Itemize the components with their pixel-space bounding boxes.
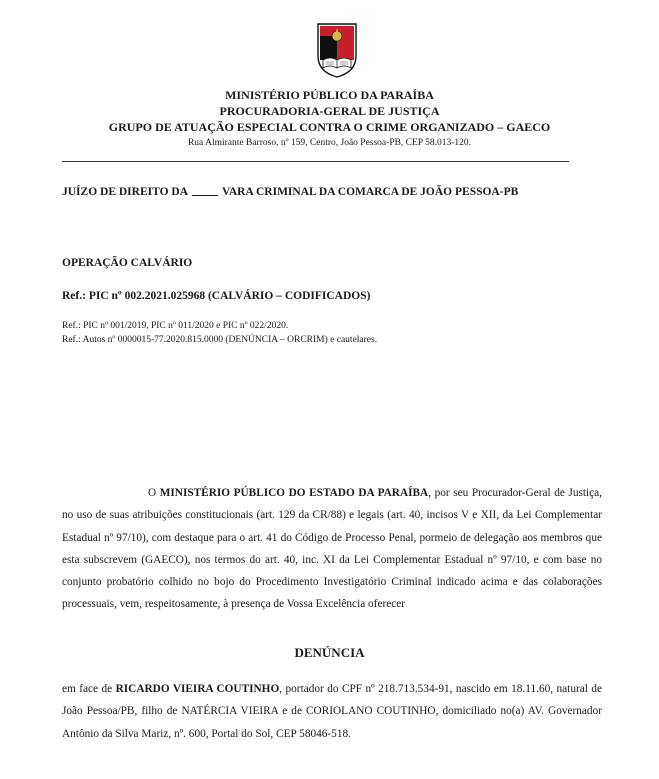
intro-paragraph xyxy=(62,482,602,616)
accused-lead: em face de xyxy=(62,683,113,695)
court-prefix: JUÍZO DE DIREITO DA xyxy=(62,186,188,198)
accused-name: RICARDO VIEIRA COUTINHO xyxy=(115,683,280,695)
operation-name: OPERAÇÃO CALVÁRIO xyxy=(62,257,193,269)
header-procuradoria: PROCURADORIA-GERAL DE JUSTIÇA xyxy=(219,104,440,118)
header-divider xyxy=(62,161,569,162)
header-gaeco: GRUPO DE ATUAÇÃO ESPECIAL CONTRA O CRIME ORGANIZADO – GAECO xyxy=(108,120,551,134)
accused-body: , portador do CPF nº 218.713.534-91, nascido em 18.11.60, natural de João Pessoa/PB, filho de NATÉRCIA VIEIRA e de CORIOLANO COUTINHO, domiciliado no(a) AV. Governador Antônio da Silva Mariz, nº. 600, Portal do Sol, CEP 58046-518. xyxy=(62,683,602,740)
reference-line: Ref.: PIC nº 001/2019, PIC nº 011/2020 e PIC nº 022/2020. xyxy=(62,321,289,331)
document-title: DENÚNCIA xyxy=(294,645,365,660)
header-address: Rua Almirante Barroso, nº 159, Centro, João Pessoa-PB, CEP 58.013-120. xyxy=(187,138,472,148)
accused-paragraph xyxy=(62,678,602,745)
main-reference: Ref.: PIC nº 002.2021.025968 (CALVÁRIO – CODIFICADOS) xyxy=(62,290,371,302)
court-blank-line xyxy=(192,185,218,196)
intro-body: , por seu Procurador-Geral de Justiça, no uso de suas atribuições constitucionais (art. 129 da CR/88) e legais (art. 40, incisos V e XII, da Lei Complementar Estadual nº 97/10), com destaque para o art. 41 do Código de Processo Penal, pormeio de delegação aos membros que esta subscrevem (GAECO), nos termos do art. 40, inc. XI da Lei Complementar Estadual nº 97/10, e com base no conjunto probatório colhido no bojo do Procedimento Investigatório Criminal indicado acima e das colaborações processuais, vem, respeitosamente, à presença de Vossa Excelência oferecer xyxy=(62,487,602,611)
coat-of-arms-icon xyxy=(316,22,358,78)
header-ministry: MINISTÉRIO PÚBLICO DA PARAÍBA xyxy=(225,88,434,102)
court-addressee xyxy=(62,185,518,199)
intro-lead: O xyxy=(148,487,157,499)
reference-line: Ref.: Autos nº 0000015-77.2020.815.0000 (DENÚNCIA – ORCRIM) e cautelares. xyxy=(62,335,378,345)
court-suffix: VARA CRIMINAL DA COMARCA DE JOÃO PESSOA-PB xyxy=(222,186,519,198)
intro-entity: MINISTÉRIO PÚBLICO DO ESTADO DA PARAÍBA xyxy=(159,487,429,499)
